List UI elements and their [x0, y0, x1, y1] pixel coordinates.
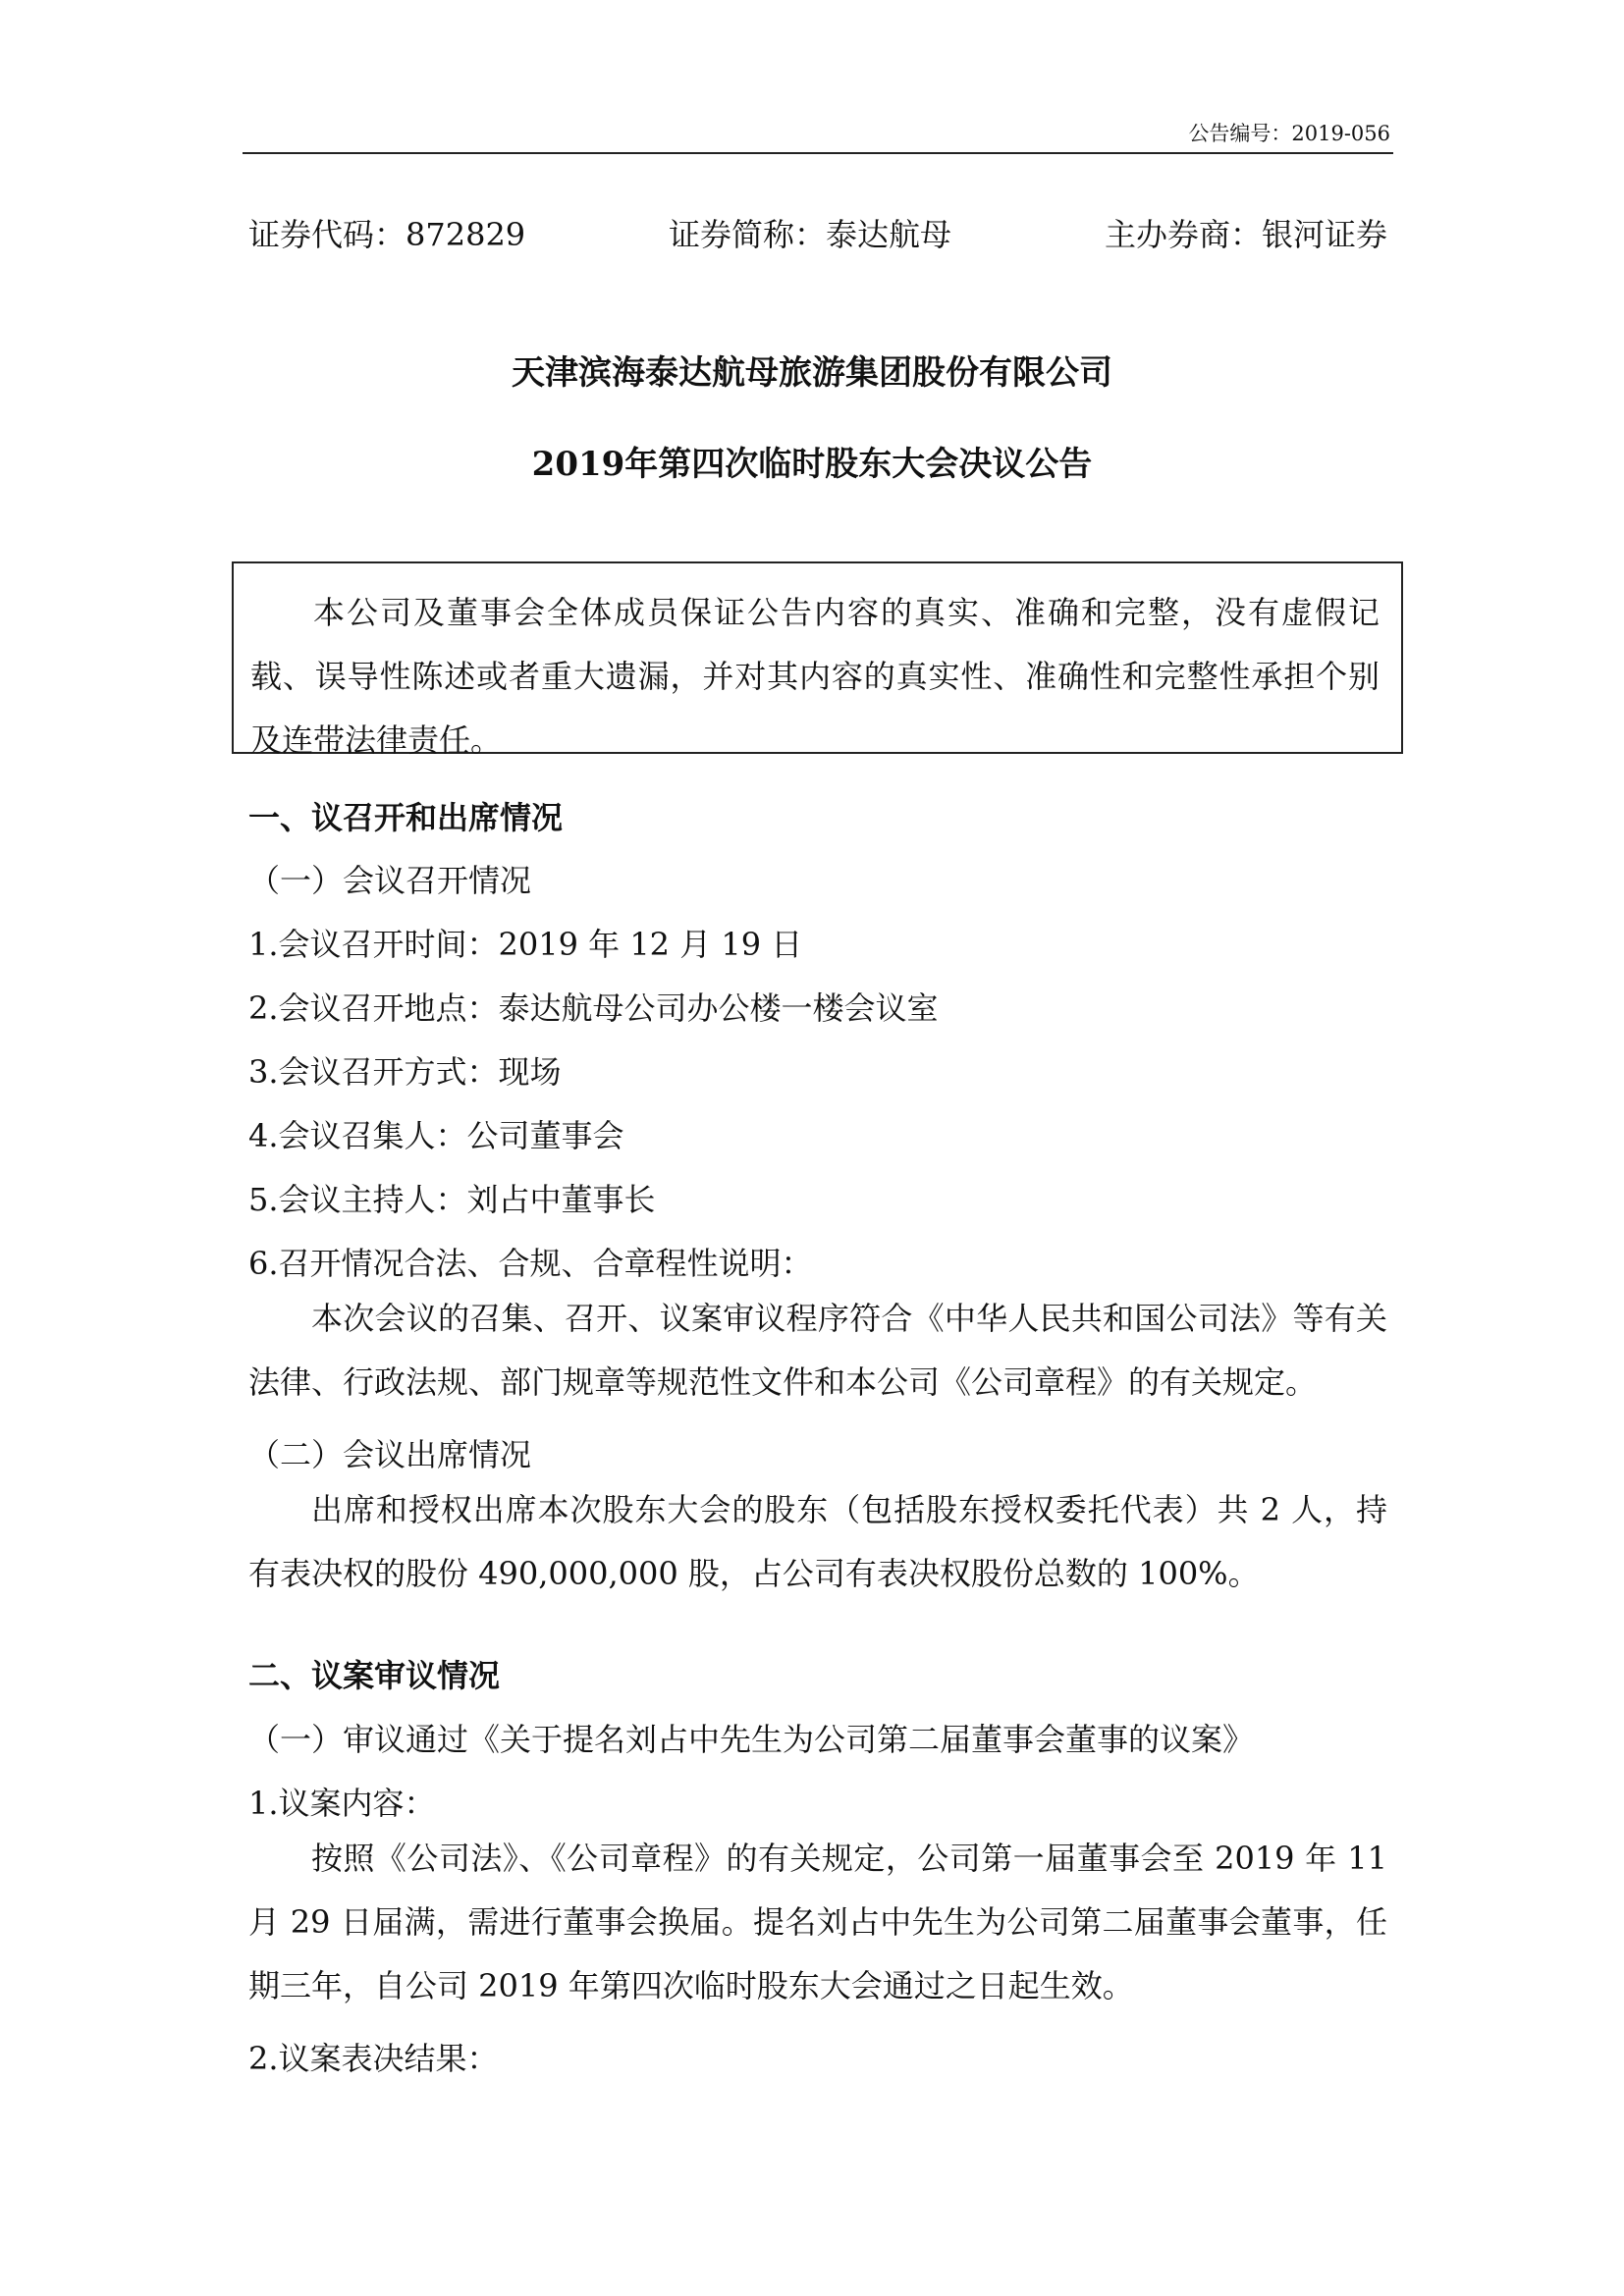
- sponsor-broker: 主办券商：银河证券: [1104, 216, 1387, 253]
- motion-content-text: 按照《公司法》、《公司章程》的有关规定，公司第一届董事会至 2019 年 11 月 29 日届满，需进行董事会换届。提名刘占中先生为公司第二届董事会董事，任期三年，自公司 2019 年第四次临时股东大会通过之日起生效。: [248, 1840, 1387, 2004]
- section-1-sub-1: （一）会议召开情况: [248, 862, 532, 899]
- security-code: 证券代码：872829: [248, 216, 526, 253]
- meeting-host: 5.会议主持人：刘占中董事长: [248, 1181, 656, 1218]
- meeting-convener: 4.会议召集人：公司董事会: [248, 1117, 624, 1154]
- document-title-line2: 2019年第四次临时股东大会决议公告: [531, 445, 1093, 484]
- disclaimer-text: 本公司及董事会全体成员保证公告内容的真实、准确和完整，没有虚假记载、误导性陈述或者重大遗漏，并对其内容的真实性、准确性和完整性承担个别及连带法律责任。: [250, 594, 1380, 759]
- motion-title: （一）审议通过《关于提名刘占中先生为公司第二届董事会董事的议案》: [248, 1721, 1255, 1758]
- header-rule: [243, 152, 1393, 154]
- motion-content-heading: 1.议案内容：: [248, 1785, 436, 1822]
- document-title-line1: 天津滨海泰达航母旅游集团股份有限公司: [512, 353, 1112, 393]
- meeting-location: 2.会议召开地点：泰达航母公司办公楼一楼会议室: [248, 989, 939, 1027]
- section-1-sub-2: （二）会议出席情况: [248, 1436, 532, 1473]
- announcement-number: 公告编号：2019-056: [1188, 122, 1390, 145]
- section-2-heading: 二、议案审议情况: [248, 1657, 501, 1694]
- compliance-text: 本次会议的召集、召开、议案审议程序符合《中华人民共和国公司法》等有关法律、行政法规、部门规章等规范性文件和本公司《公司章程》的有关规定。: [248, 1300, 1387, 1401]
- voting-result-heading: 2.议案表决结果：: [248, 2040, 499, 2077]
- meeting-time: 1.会议召开时间：2019 年 12 月 19 日: [248, 926, 803, 963]
- section-1-heading: 一、议召开和出席情况: [248, 799, 564, 836]
- disclaimer-box: [232, 561, 1403, 759]
- compliance-heading: 6.召开情况合法、合规、合章程性说明：: [248, 1245, 813, 1282]
- meeting-method: 3.会议召开方式：现场: [248, 1053, 562, 1091]
- security-abbreviation: 证券简称：泰达航母: [669, 216, 952, 253]
- attendance-text: 出席和授权出席本次股东大会的股东（包括股东授权委托代表）共 2 人，持有表决权的股份 490,000,000 股，占公司有表决权股份总数的 100%。: [248, 1491, 1387, 1592]
